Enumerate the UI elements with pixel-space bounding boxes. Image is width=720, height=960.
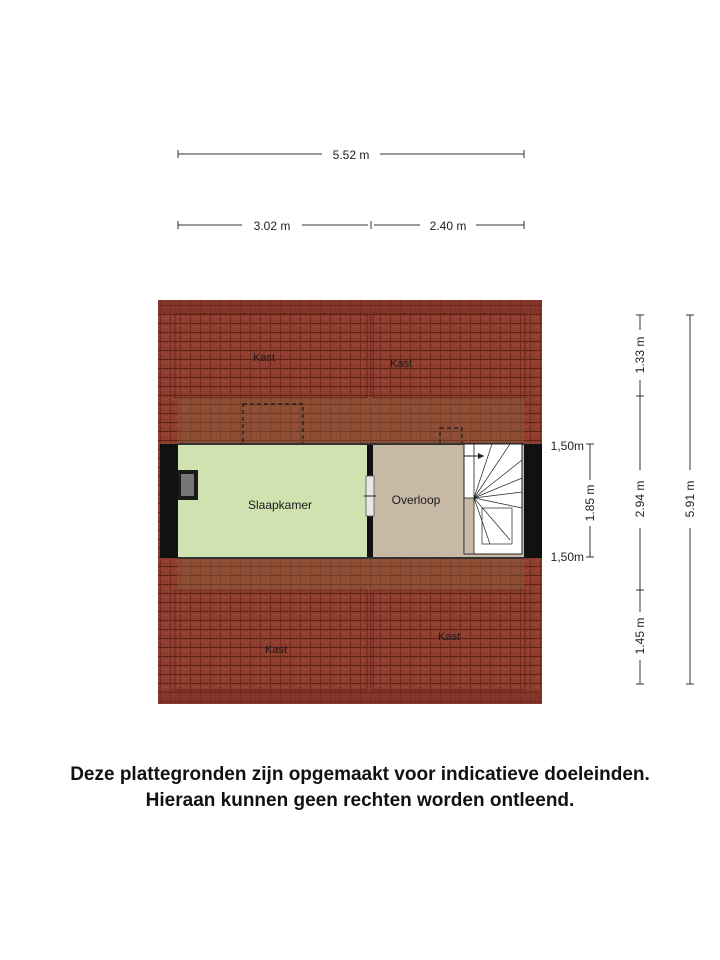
dimension-label-right-width: 2.40 m <box>429 219 467 233</box>
dimension-label-bottom-depth: 1.45 m <box>633 617 647 655</box>
dimension-inner-depth <box>551 439 597 564</box>
room-label-kast: Kast <box>437 631 461 643</box>
dimension-label-middle-depth: 2.94 m <box>633 480 647 518</box>
dimension-sub-widths <box>178 219 524 233</box>
dimension-total-depth <box>683 315 697 684</box>
dimension-label-total-depth: 5.91 m <box>683 480 697 518</box>
staircase <box>464 444 522 554</box>
chimney <box>178 470 198 500</box>
dimension-label-top-depth: 1.33 m <box>633 336 647 374</box>
door-slaapkamer-overloop <box>364 476 376 516</box>
ridge-height-bottom: 1,50m <box>550 550 584 564</box>
dimension-label-total-width: 5.52 m <box>332 148 370 162</box>
disclaimer-line-1: Deze plattegronden zijn opgemaakt voor indicatieve doeleinden. <box>70 764 650 785</box>
room-label-slaapkamer: Slaapkamer <box>247 498 313 512</box>
dimension-total-width <box>178 148 524 162</box>
dimension-label-inner-depth: 1.85 m <box>583 484 597 522</box>
room-label-overloop: Overloop <box>391 493 441 507</box>
room-label-kast: Kast <box>389 358 413 370</box>
room-label-kast: Kast <box>252 352 276 364</box>
dimension-label-left-width: 3.02 m <box>253 219 291 233</box>
dimension-depth-segments <box>633 315 647 684</box>
ridge-height-top: 1,50m <box>550 439 584 453</box>
disclaimer-line-2: Hieraan kunnen geen rechten worden ontleend. <box>145 790 575 811</box>
room-label-kast: Kast <box>264 644 288 656</box>
